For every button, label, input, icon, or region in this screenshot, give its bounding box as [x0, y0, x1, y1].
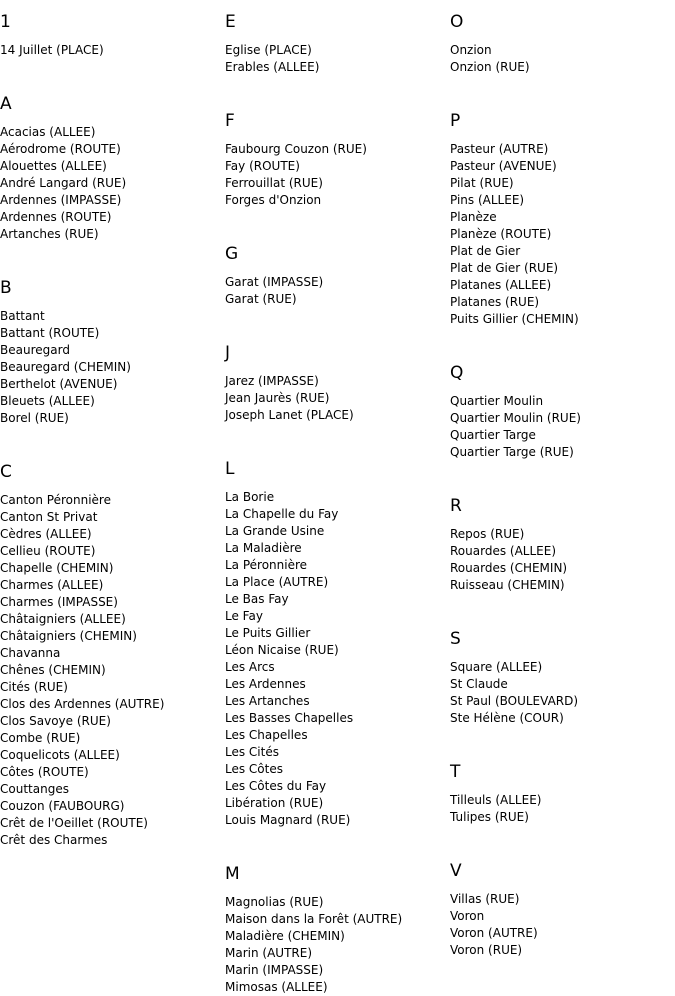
street-name: Villas (RUE)	[450, 892, 520, 906]
section-letter-heading: E	[225, 12, 236, 32]
street-name: Puits Gillier (CHEMIN)	[450, 312, 579, 326]
street-name: Square (ALLEE)	[450, 660, 543, 674]
street-list	[225, 489, 447, 829]
street-name: Ste Hélène (COUR)	[450, 711, 564, 725]
section-letter-heading: V	[450, 861, 462, 881]
street-name: Planèze (ROUTE)	[450, 227, 552, 241]
section-spacer	[450, 328, 672, 351]
street-name: Quartier Targe (RUE)	[450, 445, 574, 459]
street-name: Louis Magnard (RUE)	[225, 813, 351, 827]
street-name: Garat (RUE)	[225, 292, 297, 306]
street-list	[450, 659, 672, 727]
street-name: Léon Nicaise (RUE)	[225, 643, 339, 657]
section-spacer	[450, 76, 672, 99]
street-list	[450, 792, 672, 826]
street-name: Bleuets (ALLEE)	[0, 394, 95, 408]
street-name: Couttanges	[0, 782, 69, 796]
street-list	[225, 894, 447, 996]
section-letter-heading: A	[0, 94, 12, 114]
letter-section	[450, 861, 672, 959]
section-letter-heading: B	[0, 278, 12, 298]
street-name: Cités (RUE)	[0, 680, 68, 694]
letter-section	[0, 12, 222, 82]
section-letter-heading: 1	[0, 12, 11, 32]
street-name: Canton St Privat	[0, 510, 98, 524]
letter-section	[225, 244, 447, 331]
street-name: Côtes (ROUTE)	[0, 765, 89, 779]
street-name: Quartier Moulin (RUE)	[450, 411, 581, 425]
street-name: St Paul (BOULEVARD)	[450, 694, 579, 708]
section-letter-heading: M	[225, 864, 240, 884]
section-letter-heading: T	[450, 762, 461, 782]
street-name: Les Côtes	[225, 762, 283, 776]
street-list	[450, 891, 672, 959]
street-name: La Grande Usine	[225, 524, 325, 538]
street-name: La Maladière	[225, 541, 302, 555]
section-letter-heading: J	[225, 343, 231, 363]
section-letter-heading: F	[225, 111, 235, 131]
street-name: André Langard (RUE)	[0, 176, 127, 190]
section-spacer	[450, 594, 672, 617]
section-spacer	[0, 427, 222, 450]
street-name: Artanches (RUE)	[0, 227, 99, 241]
section-letter-heading: P	[450, 111, 461, 131]
section-spacer	[225, 76, 447, 99]
street-name: Jarez (IMPASSE)	[225, 374, 319, 388]
street-list	[450, 42, 672, 76]
street-name: Le Fay	[225, 609, 263, 623]
letter-section	[450, 12, 672, 99]
street-name: Rouardes (ALLEE)	[450, 544, 556, 558]
street-name: Ferrouillat (RUE)	[225, 176, 323, 190]
index-column-2	[225, 0, 447, 996]
letter-section	[225, 459, 447, 852]
street-list	[225, 274, 447, 308]
letter-section	[0, 278, 222, 450]
index-column-1	[0, 0, 222, 849]
street-list	[0, 42, 222, 59]
street-name: Pasteur (AUTRE)	[450, 142, 549, 156]
section-letter-heading: R	[450, 496, 462, 516]
section-letter-heading: L	[225, 459, 235, 479]
letter-section	[225, 12, 447, 99]
street-name: Berthelot (AVENUE)	[0, 377, 118, 391]
street-name: Canton Péronnière	[0, 493, 111, 507]
street-name: Libération (RUE)	[225, 796, 324, 810]
street-name: Magnolias (RUE)	[225, 895, 324, 909]
street-name: Les Ardennes	[225, 677, 306, 691]
letter-section	[225, 111, 447, 232]
street-list	[225, 141, 447, 209]
street-list	[225, 373, 447, 424]
section-letter-heading: Q	[450, 363, 464, 383]
street-name: Maladière (CHEMIN)	[225, 929, 345, 943]
street-name: Chênes (CHEMIN)	[0, 663, 106, 677]
street-name: Faubourg Couzon (RUE)	[225, 142, 367, 156]
street-name: Crêt de l'Oeillet (ROUTE)	[0, 816, 148, 830]
street-name: Fay (ROUTE)	[225, 159, 300, 173]
street-name: Cèdres (ALLEE)	[0, 527, 92, 541]
index-column-3	[450, 0, 672, 959]
street-name: Chavanna	[0, 646, 61, 660]
street-name: Erables (ALLEE)	[225, 60, 320, 74]
letter-section	[0, 94, 222, 266]
street-name: Pasteur (AVENUE)	[450, 159, 557, 173]
street-list	[225, 42, 447, 76]
section-spacer	[225, 308, 447, 331]
letter-section	[0, 462, 222, 849]
street-list	[0, 308, 222, 427]
street-name: Tilleuls (ALLEE)	[450, 793, 542, 807]
street-name: Charmes (IMPASSE)	[0, 595, 118, 609]
street-name: Clos Savoye (RUE)	[0, 714, 111, 728]
street-list	[450, 526, 672, 594]
street-name: Battant	[0, 309, 45, 323]
street-name: Borel (RUE)	[0, 411, 69, 425]
street-name: Les Cités	[225, 745, 279, 759]
street-name: Garat (IMPASSE)	[225, 275, 324, 289]
section-spacer	[225, 209, 447, 232]
section-spacer	[225, 424, 447, 447]
street-name: La Chapelle du Fay	[225, 507, 339, 521]
street-name: Couzon (FAUBOURG)	[0, 799, 125, 813]
street-name: Pins (ALLEE)	[450, 193, 525, 207]
street-name: Ruisseau (CHEMIN)	[450, 578, 565, 592]
street-name: Les Arcs	[225, 660, 275, 674]
street-name: Tulipes (RUE)	[450, 810, 529, 824]
street-name: Onzion	[450, 43, 492, 57]
letter-section	[450, 111, 672, 351]
section-letter-heading: S	[450, 629, 461, 649]
letter-section	[450, 629, 672, 750]
street-name: Le Bas Fay	[225, 592, 289, 606]
street-list	[450, 393, 672, 461]
street-name: Les Artanches	[225, 694, 310, 708]
street-name: Forges d'Onzion	[225, 193, 322, 207]
street-name: Plat de Gier	[450, 244, 521, 258]
section-spacer	[225, 829, 447, 852]
street-name: Crêt des Charmes	[0, 833, 108, 847]
section-letter-heading: O	[450, 12, 464, 32]
street-name: 14 Juillet (PLACE)	[0, 43, 104, 57]
street-name: Beauregard	[0, 343, 70, 357]
street-name: Eglise (PLACE)	[225, 43, 312, 57]
street-name: Mimosas (ALLEE)	[225, 980, 328, 994]
street-name: Cellieu (ROUTE)	[0, 544, 96, 558]
letter-section	[225, 864, 447, 996]
street-name: Planèze	[450, 210, 497, 224]
street-name: Les Côtes du Fay	[225, 779, 327, 793]
letter-section	[225, 343, 447, 447]
street-name: Alouettes (ALLEE)	[0, 159, 107, 173]
street-name: Voron (AUTRE)	[450, 926, 538, 940]
street-list	[0, 492, 222, 849]
street-name: Châtaigniers (ALLEE)	[0, 612, 126, 626]
street-name: La Borie	[225, 490, 275, 504]
street-name: Les Basses Chapelles	[225, 711, 354, 725]
section-spacer	[0, 59, 222, 82]
street-name: Platanes (ALLEE)	[450, 278, 552, 292]
street-name: Marin (AUTRE)	[225, 946, 312, 960]
street-name: Ardennes (ROUTE)	[0, 210, 112, 224]
letter-section	[450, 496, 672, 617]
section-spacer	[450, 727, 672, 750]
street-name: Quartier Targe	[450, 428, 536, 442]
street-list	[450, 141, 672, 328]
street-name: Voron (RUE)	[450, 943, 523, 957]
street-name: Marin (IMPASSE)	[225, 963, 324, 977]
section-letter-heading: C	[0, 462, 12, 482]
street-name: La Péronnière	[225, 558, 308, 572]
street-list	[0, 124, 222, 243]
street-name: Coquelicots (ALLEE)	[0, 748, 120, 762]
letter-section	[450, 762, 672, 849]
section-spacer	[450, 826, 672, 849]
section-letter-heading: G	[225, 244, 239, 264]
street-name: Combe (RUE)	[0, 731, 81, 745]
street-name: Les Chapelles	[225, 728, 308, 742]
street-name: Voron	[450, 909, 485, 923]
street-name: Clos des Ardennes (AUTRE)	[0, 697, 165, 711]
street-name: Charmes (ALLEE)	[0, 578, 104, 592]
street-name: Le Puits Gillier	[225, 626, 311, 640]
street-name: Aérodrome (ROUTE)	[0, 142, 121, 156]
street-name: Repos (RUE)	[450, 527, 525, 541]
street-name: Joseph Lanet (PLACE)	[225, 408, 354, 422]
street-name: Châtaigniers (CHEMIN)	[0, 629, 137, 643]
street-name: Beauregard (CHEMIN)	[0, 360, 131, 374]
street-name: Chapelle (CHEMIN)	[0, 561, 114, 575]
street-name: Ardennes (IMPASSE)	[0, 193, 122, 207]
street-name: La Place (AUTRE)	[225, 575, 329, 589]
section-spacer	[0, 243, 222, 266]
section-spacer	[450, 461, 672, 484]
street-name: Maison dans la Forêt (AUTRE)	[225, 912, 403, 926]
street-name: Plat de Gier (RUE)	[450, 261, 559, 275]
street-name: Rouardes (CHEMIN)	[450, 561, 568, 575]
street-name: Battant (ROUTE)	[0, 326, 100, 340]
street-name: Quartier Moulin	[450, 394, 544, 408]
street-name: Pilat (RUE)	[450, 176, 514, 190]
street-name: Acacias (ALLEE)	[0, 125, 96, 139]
letter-section	[450, 363, 672, 484]
street-name: Onzion (RUE)	[450, 60, 530, 74]
street-name: Platanes (RUE)	[450, 295, 540, 309]
street-name: Jean Jaurès (RUE)	[225, 391, 330, 405]
street-name: St Claude	[450, 677, 508, 691]
